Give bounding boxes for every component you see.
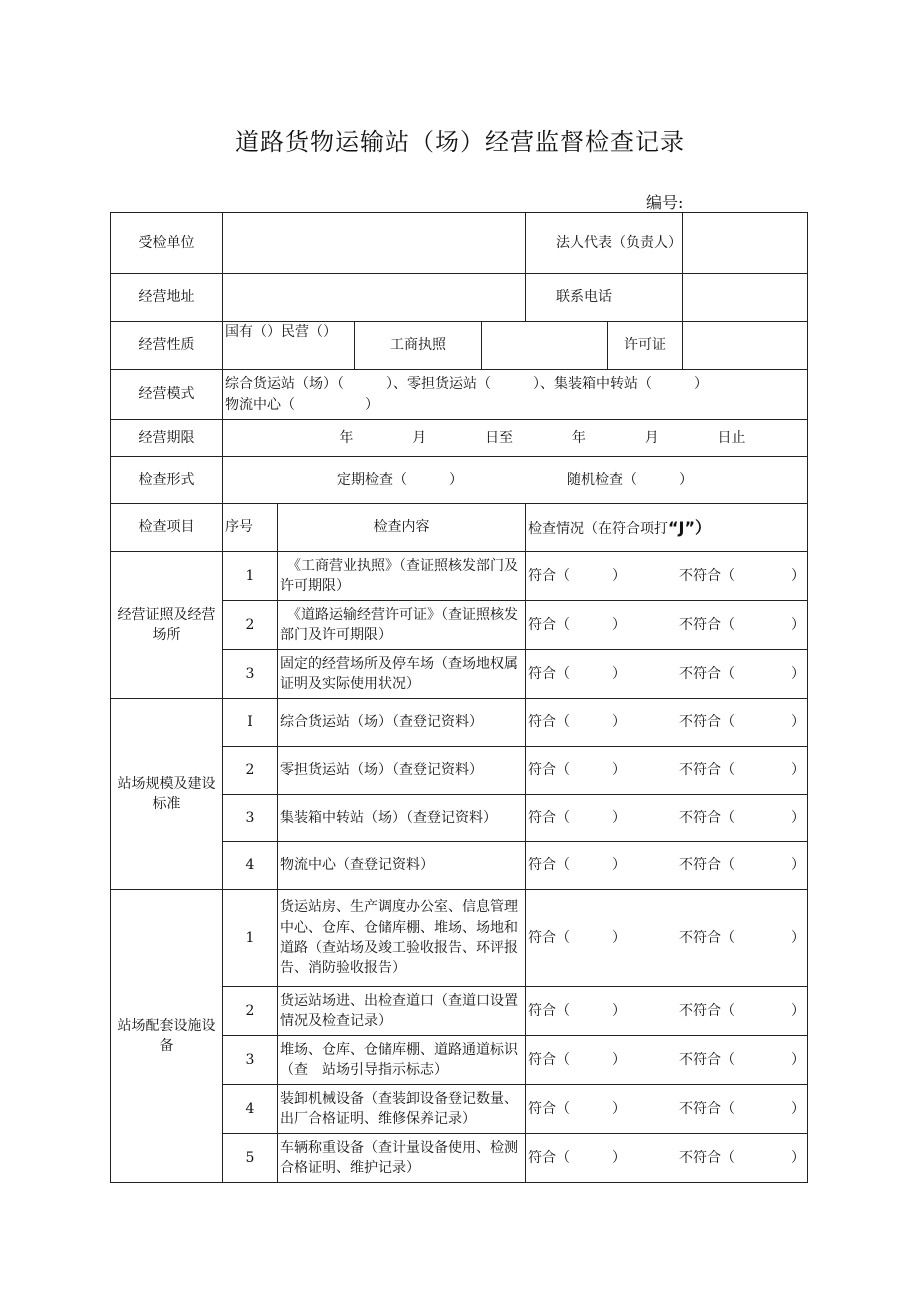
row-status[interactable] — [526, 890, 808, 987]
section-name: 站场规模及建设标准 — [111, 699, 223, 890]
nonconform-option[interactable]: 不符合（ ） — [679, 857, 805, 874]
mode-line-2: 物流中心（ ） — [225, 396, 379, 413]
nonconform-option[interactable]: 不符合（ ） — [679, 1002, 805, 1019]
business-license-label: 工商执照 — [355, 322, 482, 370]
row-status[interactable] — [526, 987, 808, 1036]
inspection-form — [110, 212, 808, 1183]
status-header-text: 检查情况（在符合项打 — [528, 520, 668, 537]
status-options — [528, 808, 805, 828]
row-content: 货运站场进、出检查道口（查道口设置情况及检查记录） — [278, 987, 526, 1036]
conform-option[interactable]: 符合（ ） — [528, 665, 626, 682]
address-field[interactable] — [223, 274, 526, 322]
row-status[interactable] — [526, 1085, 808, 1134]
period-label: 经营期限 — [111, 420, 223, 457]
row-number: 3 — [223, 650, 278, 699]
serial-number-label: 编号: — [646, 193, 684, 212]
nonconform-option[interactable]: 不符合（ ） — [679, 1100, 805, 1117]
nonconform-option[interactable]: 不符合（ ） — [679, 1051, 805, 1068]
nonconform-option[interactable]: 不符合（ ） — [679, 929, 805, 946]
tick-mark: “J”） — [668, 517, 711, 537]
nature-options[interactable]: 国有（）民营（） — [223, 322, 355, 370]
row-number: 1 — [223, 552, 278, 601]
row-status[interactable] — [526, 699, 808, 747]
row-content: 装卸机械设备（查装卸设备登记数量、出厂合格证明、维修保养记录） — [278, 1085, 526, 1134]
row-content: 车辆称重设备（查计量设备使用、检测合格证明、维护记录） — [278, 1134, 526, 1183]
nonconform-option[interactable]: 不符合（ ） — [679, 1149, 805, 1166]
row-number: 2 — [223, 747, 278, 795]
status-options — [528, 1050, 805, 1070]
conform-option[interactable]: 符合（ ） — [528, 1149, 626, 1166]
mode-options[interactable] — [223, 370, 808, 420]
section-name: 站场配套设施设备 — [111, 890, 223, 1183]
nature-label: 经营性质 — [111, 322, 223, 370]
table-row — [111, 552, 808, 601]
row-number: I — [223, 699, 278, 747]
conform-option[interactable]: 符合（ ） — [528, 1051, 626, 1068]
period-year-1: 年 — [339, 429, 354, 446]
row-status[interactable] — [526, 1036, 808, 1085]
row-number: 4 — [223, 842, 278, 890]
conform-option[interactable]: 符合（ ） — [528, 616, 626, 633]
col-no-header: 序号 — [223, 504, 278, 552]
row-status[interactable] — [526, 650, 808, 699]
status-options — [528, 928, 805, 948]
row-status[interactable] — [526, 552, 808, 601]
row-number: 5 — [223, 1134, 278, 1183]
address-label: 经营地址 — [111, 274, 223, 322]
check-form-label: 检查形式 — [111, 457, 223, 504]
nonconform-option[interactable]: 不符合（ ） — [679, 762, 805, 779]
permit-field[interactable] — [683, 322, 808, 370]
mode-line-1: 综合货运站（场）（ ）、零担货运站（ ）、集装箱中转站（ ） — [225, 376, 708, 393]
table-row — [111, 699, 808, 747]
row-number: 2 — [223, 601, 278, 650]
status-options — [528, 566, 805, 586]
row-content: 综合货运站（场）（查登记资料） — [278, 699, 526, 747]
conform-option[interactable]: 符合（ ） — [528, 1002, 626, 1019]
row-status[interactable] — [526, 601, 808, 650]
status-options — [528, 712, 805, 732]
row-content: 物流中心（查登记资料） — [278, 842, 526, 890]
row-number: 3 — [223, 1036, 278, 1085]
period-month-2: 月 — [644, 429, 659, 446]
row-status[interactable] — [526, 795, 808, 842]
row-number: 3 — [223, 795, 278, 842]
row-content: 固定的经营场所及停车场（查场地权属证明及实际使用状况） — [278, 650, 526, 699]
period-month-1: 月 — [412, 429, 427, 446]
conform-option[interactable]: 符合（ ） — [528, 714, 626, 731]
section-name: 经营证照及经营场所 — [111, 552, 223, 699]
legal-rep-label: 法人代表（负责人） — [526, 213, 683, 274]
row-number: 1 — [223, 890, 278, 987]
row-content: 《道路运输经营许可证》（查证照核发部门及许可期限） — [278, 601, 526, 650]
table-row — [111, 890, 808, 987]
unit-label: 受检单位 — [111, 213, 223, 274]
conform-option[interactable]: 符合（ ） — [528, 1100, 626, 1117]
conform-option[interactable]: 符合（ ） — [528, 929, 626, 946]
row-content: 货运站房、生产调度办公室、信息管理中心、仓库、仓储库棚、堆场、场地和道路（查站场及竣工验收报告、环评报告、消防验收报告） — [278, 890, 526, 987]
unit-field[interactable] — [223, 213, 526, 274]
period-day-1: 日至 — [485, 429, 514, 446]
status-options — [528, 855, 805, 875]
period-field[interactable] — [223, 420, 808, 457]
random-check-option[interactable]: 随机检查（ ） — [567, 471, 693, 488]
nonconform-option[interactable]: 不符合（ ） — [679, 809, 805, 826]
col-status-header — [526, 504, 808, 552]
row-status[interactable] — [526, 842, 808, 890]
conform-option[interactable]: 符合（ ） — [528, 762, 626, 779]
phone-field[interactable] — [683, 274, 808, 322]
nonconform-option[interactable]: 不符合（ ） — [679, 665, 805, 682]
period-year-2: 年 — [571, 429, 586, 446]
row-number: 2 — [223, 987, 278, 1036]
status-options — [528, 664, 805, 684]
legal-rep-field[interactable] — [683, 213, 808, 274]
status-options — [528, 1001, 805, 1021]
col-item-header: 检查项目 — [111, 504, 223, 552]
row-content: 零担货运站（场）（查登记资料） — [278, 747, 526, 795]
nonconform-option[interactable]: 不符合（ ） — [679, 616, 805, 633]
check-form-options[interactable] — [223, 457, 808, 504]
conform-option[interactable]: 符合（ ） — [528, 857, 626, 874]
phone-label: 联系电话 — [526, 274, 683, 322]
conform-option[interactable]: 符合（ ） — [528, 809, 626, 826]
status-options — [528, 1148, 805, 1168]
row-status[interactable] — [526, 1134, 808, 1183]
row-number: 4 — [223, 1085, 278, 1134]
row-content: 集装箱中转站（场）（查登记资料） — [278, 795, 526, 842]
permit-label: 许可证 — [608, 322, 683, 370]
regular-check-option[interactable]: 定期检查（ ） — [337, 471, 463, 488]
status-options — [528, 615, 805, 635]
nonconform-option[interactable]: 不符合（ ） — [679, 567, 805, 584]
row-status[interactable] — [526, 747, 808, 795]
status-options — [528, 1099, 805, 1119]
period-day-2: 日止 — [717, 429, 746, 446]
status-options — [528, 760, 805, 780]
business-license-field[interactable] — [482, 322, 608, 370]
row-content: 《工商营业执照》（查证照核发部门及许可期限） — [278, 552, 526, 601]
nonconform-option[interactable]: 不符合（ ） — [679, 714, 805, 731]
page-title: 道路货物运输站（场）经营监督检查记录 — [235, 128, 685, 156]
col-content-header: 检查内容 — [278, 504, 526, 552]
conform-option[interactable]: 符合（ ） — [528, 567, 626, 584]
mode-label: 经营模式 — [111, 370, 223, 420]
row-content: 堆场、仓库、仓储库棚、道路通道标识（查 站场引导指示标志） — [278, 1036, 526, 1085]
